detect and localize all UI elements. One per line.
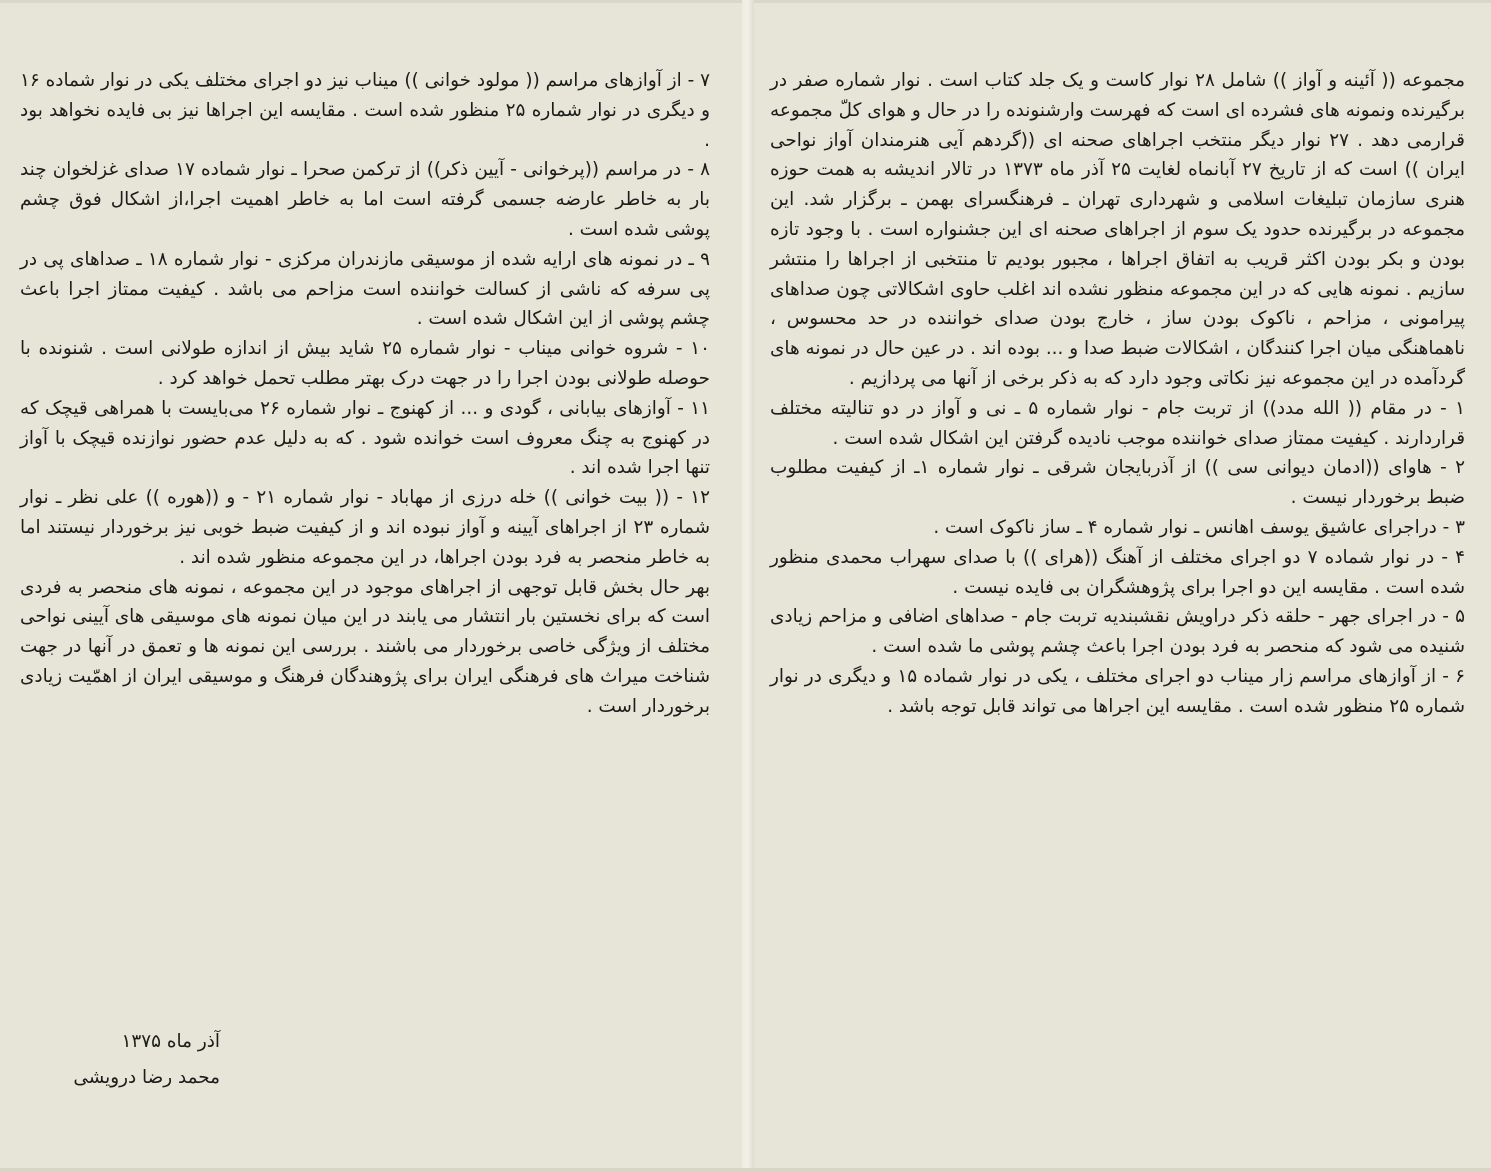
- note-3: ۳ - دراجرای عاشیق یوسف اهانس ـ نوار شماره ۴ ـ ساز ناکوک است .: [933, 516, 1465, 538]
- center-fold: [742, 0, 754, 1172]
- note-11: ۱۱ - آوازهای بیابانی ، گودی و ... از کهنوج ـ نوار شماره ۲۶ می‌بایست با همراهی قیچک که در کهنوج به چنگ معروف است خوانده شود . که به دلیل عدم حضور نوازنده قیچک با آواز تنها اجرا شده اند .: [20, 397, 711, 479]
- left-page-text: [20, 66, 710, 722]
- note-5: ۵ - در اجرای جهر - حلقه ذکر دراویش نقشبندیه تربت جام - صداهای اضافی و مزاحم زیادی شنیده می شود که منحصر به فرد بودن اجرا باعث چشم پوشی ما شده است .: [770, 606, 1465, 658]
- note-4: ۴ - در نوار شماده ۷ دو اجرای مختلف از آهنگ ((هرای )) با صدای سهراب محمدی منظور شده است . مقایسه این دو اجرا برای پژوهشگران بی فایده نیست .: [770, 546, 1466, 598]
- intro-paragraph: مجموعه (( آئینه و آواز )) شامل ۲۸ نوار کاست و یک جلد کتاب است . نوار شماره صفر در برگیرنده ونمونه های فشرده ای است که فهرست وارشنونده را در حال و هوای کلّ مجموعه قرارمی دهد . ۲۷ نوار دیگر منتخب اجراهای صحنه ای ((گردهم آیی هنرمندان آواز نواحی ایران )) است که از تاریخ ۲۷ آبانماه لغایت ۲۵ آذر ماه ۱۳۷۳ در تالار اندیشه به همت حوزه هنری سازمان تبلیغات اسلامی و شهرداری تهران ـ فرهنگسرای بهمن ـ برگزار شد. این مجموعه در برگیرنده حدود یک سوم از اجراهای صحنه ای این جشنواره است . با وجود تازه بودن و بکر بودن اکثر قریب به اتفاق اجراها ، مجبور بودیم تا منتخبی از اجراها را منتشر سازیم . نمونه هایی که در این مجموعه منظور نشده اند اغلب حاوی اشکالاتی چون صداهای پیرامونی ، مزاحم ، ناکوک بودن ساز ، خارج بودن صدای خواننده در حد محسوس ، ناهماهنگی میان اجرا کنندگان ، اشکالات ضبط صدا و ... بوده اند . در عین حال در نمونه های گردآمده در این مجموعه نیز نکاتی وجود دارد که به ذکر برخی از آنها می پردازیم .: [770, 70, 1465, 389]
- signature-author: محمد رضا درویشی: [73, 1067, 220, 1088]
- note-8: ۸ - در مراسم ((پرخوانی - آیین ذکر)) از ترکمن صحرا ـ نوار شماده ۱۷ صدای غزلخوان چند بار به خاطر عارضه جسمی گرفته است اما به خاطر اهمیت اجرا،از اشکال فوق چشم پوشی شده است .: [20, 159, 710, 240]
- note-2: ۲ - هاوای ((ادمان دیوانی سی )) از آذربایجان شرقی ـ نوار شماره ۱ـ از کیفیت مطلوب ضبط برخوردار نیست .: [770, 457, 1465, 509]
- signature-block: [20, 1024, 220, 1096]
- note-6: ۶ - از آوازهای مراسم زار میناب دو اجرای مختلف ، یکی در نوار شماده ۱۵ و دیگری در نوار شماره ۲۵ منظور شده است . مقایسه این اجراها می تواند قابل توجه باشد .: [770, 665, 1465, 717]
- right-page-text: [770, 66, 1465, 722]
- note-12: ۱۲ - (( بیت خوانی )) خله درزی از مهاباد - نوار شماره ۲۱ - و ((هوره )) علی نظر ـ نوار شماره ۲۳ از اجراهای آیینه و آواز نبوده اند و از کیفیت ضبط خوبی نیز برخوردار نیستند اما به خاطر منحصر به فرد بودن اجراها، در این مجموعه منظور شده اند .: [20, 487, 710, 568]
- closing-paragraph: بهر حال بخش قابل توجهی از اجراهای موجود در این مجموعه ، نمونه های منحصر به فردی است که برای نخستین بار انتشار می یابند در این میان نمونه های موسیقی های آیینی نواحی مختلف از ویژگی خاصی برخوردار می باشند . بررسی این نمونه ها و تعمق در آنها در جهت شناخت میراث های فرهنگی ایران برای پژوهندگان فرهنگ و موسیقی ایران از اهمّیت زیادی برخوردار است .: [20, 576, 710, 717]
- note-7: ۷ - از آوازهای مراسم (( مولود خوانی )) میناب نیز دو اجرای مختلف یکی در نوار شماده ۱۶ و دیگری در نوار شماره ۲۵ منظور شده است . مقایسه این اجراها نیز بی فایده نخواهد بود .: [20, 70, 710, 151]
- signature-date: آذر ماه ۱۳۷۵: [121, 1031, 220, 1052]
- note-1: ۱ - در مقام (( الله مدد)) از تربت جام - نوار شماره ۵ ـ نی و آواز در دو تنالیته مختلف قراردارند . کیفیت ممتاز صدای خواننده موجب نادیده گرفتن این اشکال شده است .: [770, 397, 1465, 449]
- bottom-edge: [0, 1168, 1491, 1172]
- note-10: ۱۰ - شروه خوانی میناب - نوار شماره ۲۵ شاید بیش از اندازه طولانی است . شنونده با حوصله طولانی بودن اجرا را در جهت درک بهتر مطلب تحمل خواهد کرد .: [20, 338, 710, 389]
- note-9: ۹ ـ در نمونه های ارایه شده از موسیقی مازندران مرکزی - نوار شماره ۱۸ ـ صداهای پی در پی سرفه که ناشی از کسالت خواننده است مزاحم می باشد . کیفیت ممتاز اجرا باعث چشم پوشی از این اشکال شده است .: [20, 248, 710, 330]
